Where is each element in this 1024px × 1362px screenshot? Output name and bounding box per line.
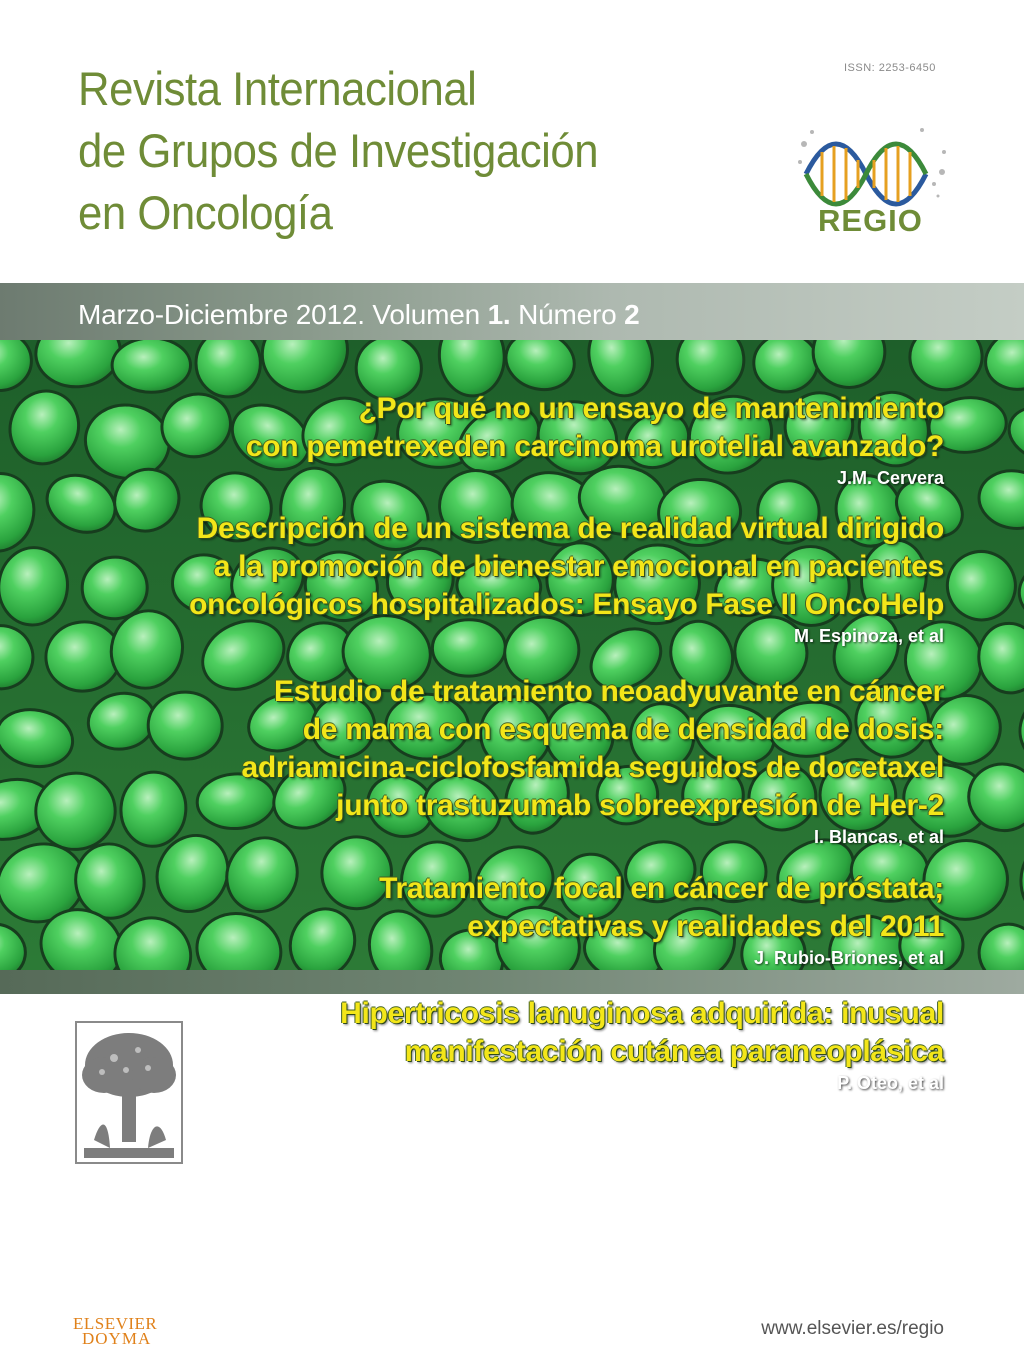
article-1-title-line-1: ¿Por qué no un ensayo de mantenimiento [358, 392, 944, 425]
article-2-author: M. Espinoza, et al [793, 626, 944, 646]
article-5-title-line-1: Hipertricosis lanuginosa adquirida: inusual [340, 997, 944, 1030]
lower-band [0, 970, 1024, 994]
article-4-author: J. Rubio-Briones, et al [753, 948, 944, 968]
number-label: Número [518, 299, 617, 330]
article-2-title-line-1: Descripción de un sistema de realidad virtual dirigido [196, 512, 944, 545]
number-value: 2 [624, 299, 640, 330]
article-1-title [64, 390, 944, 466]
article-2-title-line-2: a la promoción de bienestar emocional en pacientes [213, 550, 944, 583]
journal-title-line-3: en Oncología [78, 186, 333, 239]
article-4-title-line-2: expectativas y realidades del 2011 [467, 910, 944, 943]
publisher-name-doyma: DOYMA [82, 1329, 152, 1348]
article-1 [64, 390, 944, 490]
volume-label: Volumen [372, 299, 480, 330]
article-5-author: P. Oteo, et al [837, 1073, 944, 1093]
article-2 [64, 510, 944, 648]
publisher-name-elsevier: ELSEVIER [73, 1314, 158, 1333]
article-4 [64, 870, 944, 970]
issue-band [0, 283, 1024, 340]
article-1-author: J.M. Cervera [836, 468, 944, 488]
article-5-title-line-2: manifestación cutánea paraneoplásica [404, 1035, 944, 1068]
journal-title-line-2: de Grupos de Investigación [78, 124, 599, 177]
journal-title-line-1: Revista Internacional [78, 62, 477, 115]
regio-logo-text: RΕGΙΟ [818, 203, 923, 238]
article-4-title [64, 870, 944, 946]
article-3-title-line-3: adriamicina-ciclofosfamida seguidos de docetaxel [241, 751, 944, 784]
article-3-title [64, 673, 944, 825]
article-1-title-line-2: con pemetrexeden carcinoma urotelial avanzado? [245, 430, 944, 463]
issn-label: ISSN: 2253-6450 [844, 62, 936, 74]
website-url[interactable]: www.elsevier.es/regio [761, 1318, 944, 1339]
article-2-title-line-3: oncológicos hospitalizados: Ensayo Fase II OncoHelp [189, 588, 944, 621]
journal-title [78, 58, 729, 244]
issue-dates: Marzo-Diciembre 2012. [78, 299, 365, 330]
article-5 [64, 995, 944, 1095]
article-3-title-line-1: Estudio de tratamiento neoadyuvante en cáncer [273, 675, 944, 708]
article-list [0, 340, 1024, 1093]
article-2-title [64, 510, 944, 624]
article-3-title-line-2: de mama con esquema de densidad de dosis: [302, 713, 944, 746]
issue-info [78, 299, 639, 331]
article-3-title-line-4: junto trastuzumab sobreexpresión de Her-2 [336, 789, 944, 822]
article-5-title [64, 995, 944, 1071]
article-4-title-line-1: Tratamiento focal en cáncer de próstata; [379, 872, 944, 905]
article-3-author: I. Blancas, et al [813, 827, 944, 847]
article-3 [64, 673, 944, 849]
volume-number: 1. [487, 299, 511, 330]
